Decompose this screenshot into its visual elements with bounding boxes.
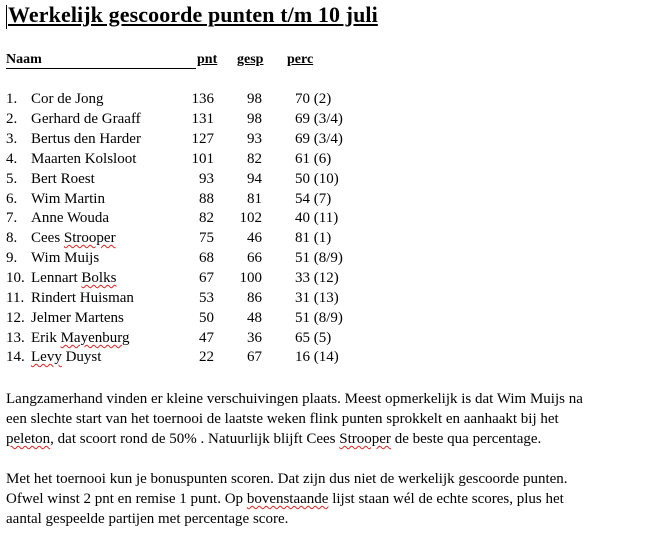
games: 102 bbox=[239, 210, 262, 226]
rank: 8. bbox=[6, 230, 18, 246]
percentage: 51 (8/9) bbox=[295, 310, 343, 326]
name-part: Lennart bbox=[31, 270, 82, 286]
paragraph-1 bbox=[6, 389, 646, 449]
games: 93 bbox=[247, 131, 262, 147]
name-part: Duyst bbox=[61, 349, 102, 365]
paragraph-line bbox=[6, 429, 646, 449]
player-name: Wim Martin bbox=[31, 191, 105, 207]
games: 82 bbox=[247, 151, 262, 167]
rank: 14. bbox=[6, 349, 25, 365]
rank: 13. bbox=[6, 330, 25, 346]
games: 98 bbox=[247, 91, 262, 107]
percentage: 40 (11) bbox=[295, 210, 339, 226]
percentage: 81 (1) bbox=[295, 230, 332, 246]
games: 94 bbox=[247, 171, 262, 187]
player-name: Rindert Huisman bbox=[31, 290, 134, 306]
games: 98 bbox=[247, 111, 262, 127]
player-name: Maarten Kolsloot bbox=[31, 151, 137, 167]
games: 46 bbox=[247, 230, 262, 246]
player-name bbox=[31, 270, 116, 287]
header-pnt: pnt bbox=[197, 52, 218, 67]
rank: 9. bbox=[6, 250, 18, 266]
header-perc: perc bbox=[287, 52, 314, 67]
points: 88 bbox=[199, 191, 214, 207]
text-run: Ofwel winst 2 pnt en remise 1 punt. Op bbox=[6, 491, 247, 507]
player-name bbox=[31, 330, 129, 347]
points: 82 bbox=[199, 210, 214, 226]
paragraph-line: aantal gespeelde partijen met percentage score. bbox=[6, 511, 289, 527]
rank: 11. bbox=[6, 290, 25, 306]
spellcheck-word: Bolks bbox=[81, 270, 117, 286]
spellcheck-word: Levy bbox=[31, 349, 62, 365]
points: 93 bbox=[199, 171, 214, 187]
rank: 1. bbox=[6, 91, 18, 107]
rank: 6. bbox=[6, 191, 18, 207]
points: 131 bbox=[191, 111, 214, 127]
spellcheck-word: Strooper bbox=[63, 230, 116, 246]
percentage: 31 (13) bbox=[295, 290, 339, 306]
name-part: Erik bbox=[31, 330, 61, 346]
header-naam-underline bbox=[6, 68, 196, 69]
player-name: Cor de Jong bbox=[31, 91, 104, 107]
percentage: 54 (7) bbox=[295, 191, 332, 207]
points: 68 bbox=[199, 250, 214, 266]
games: 81 bbox=[247, 191, 262, 207]
player-name: Wim Muijs bbox=[31, 250, 100, 266]
percentage: 50 (10) bbox=[295, 171, 339, 187]
points: 22 bbox=[199, 349, 214, 365]
player-name: Bertus den Harder bbox=[31, 131, 141, 147]
games: 67 bbox=[247, 349, 262, 365]
paragraph-line: Langzamerhand vinden er kleine verschuivingen plaats. Meest opmerkelijk is dat Wim Muijs na bbox=[6, 391, 583, 407]
paragraph-2 bbox=[6, 469, 646, 529]
percentage: 69 (3/4) bbox=[295, 111, 343, 127]
games: 66 bbox=[247, 250, 262, 266]
points: 50 bbox=[199, 310, 214, 326]
player-name: Gerhard de Graaff bbox=[31, 111, 141, 127]
rank: 3. bbox=[6, 131, 18, 147]
player-name bbox=[31, 349, 101, 366]
text-run: lijst staan wél de echte scores, plus het bbox=[328, 491, 564, 507]
text-run: , dat scoort rond de 50% . Natuurlijk blijft Cees bbox=[50, 431, 340, 447]
player-name: Anne Wouda bbox=[31, 210, 110, 226]
points: 101 bbox=[191, 151, 214, 167]
percentage: 70 (2) bbox=[295, 91, 332, 107]
spellcheck-word: Strooper bbox=[339, 431, 391, 447]
rank: 10. bbox=[6, 270, 25, 286]
rank: 7. bbox=[6, 210, 18, 226]
percentage: 69 (3/4) bbox=[295, 131, 343, 147]
text-cursor bbox=[6, 5, 7, 29]
percentage: 51 (8/9) bbox=[295, 250, 343, 266]
points: 75 bbox=[199, 230, 214, 246]
rank: 2. bbox=[6, 111, 18, 127]
rank: 5. bbox=[6, 171, 18, 187]
percentage: 65 (5) bbox=[295, 330, 332, 346]
games: 36 bbox=[247, 330, 262, 346]
percentage: 33 (12) bbox=[295, 270, 339, 286]
rank: 12. bbox=[6, 310, 25, 326]
rank: 4. bbox=[6, 151, 18, 167]
player-name: Jelmer Martens bbox=[31, 310, 124, 326]
player-name: Bert Roest bbox=[31, 171, 95, 187]
percentage: 16 (14) bbox=[295, 349, 339, 365]
player-name bbox=[31, 230, 116, 247]
page-title: Werkelijk gescoorde punten t/m 10 juli bbox=[8, 2, 378, 27]
paragraph-line: Met het toernooi kun je bonuspunten scoren. Dat zijn dus niet de werkelijk gescoorde punten. bbox=[6, 471, 568, 487]
text-run: de beste qua percentage. bbox=[390, 431, 542, 447]
points: 67 bbox=[199, 270, 214, 286]
percentage: 61 (6) bbox=[295, 151, 332, 167]
header-gesp: gesp bbox=[237, 52, 264, 67]
points: 47 bbox=[199, 330, 214, 346]
games: 86 bbox=[247, 290, 262, 306]
name-part: Cees bbox=[31, 230, 64, 246]
spellcheck-word: bovenstaande bbox=[246, 491, 329, 507]
points: 136 bbox=[191, 91, 214, 107]
games: 100 bbox=[239, 270, 262, 286]
header-naam: Naam bbox=[6, 52, 42, 67]
spellcheck-word: Mayenburg bbox=[60, 330, 130, 346]
points: 127 bbox=[191, 131, 214, 147]
points: 53 bbox=[199, 290, 214, 306]
games: 48 bbox=[247, 310, 262, 326]
paragraph-line bbox=[6, 489, 646, 509]
spellcheck-word: peleton bbox=[6, 431, 51, 447]
paragraph-line: een slechte start van het toernooi de laatste weken flink punten sprokkelt en aanhaakt bij het bbox=[6, 411, 559, 427]
